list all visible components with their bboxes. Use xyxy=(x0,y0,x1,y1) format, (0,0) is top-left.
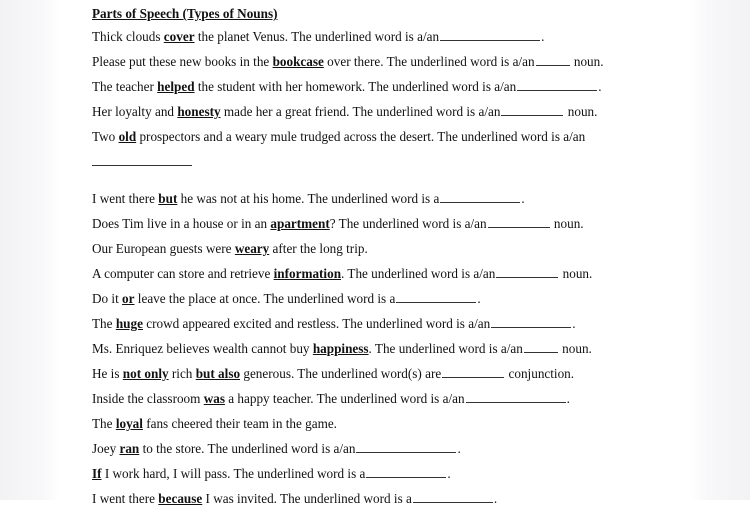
question-4: Her loyalty and honesty made her a great friend. The underlined word is a/an noun. xyxy=(92,104,598,119)
answer-blank[interactable] xyxy=(488,227,550,228)
answer-blank[interactable] xyxy=(413,502,493,503)
target-word: If xyxy=(92,466,102,481)
question-9: A computer can store and retrieve information. The underlined word is a/an noun. xyxy=(92,266,593,281)
target-word: apartment xyxy=(270,216,330,231)
target-word: was xyxy=(203,391,225,406)
worksheet-title: Parts of Speech (Types of Nouns) xyxy=(92,6,278,21)
question-12: Ms. Enriquez believes wealth cannot buy happiness. The underlined word is a/an noun. xyxy=(92,341,592,356)
answer-blank[interactable] xyxy=(442,377,504,378)
answer-blank[interactable] xyxy=(524,352,558,353)
target-word: helped xyxy=(157,79,195,94)
question-14: Inside the classroom was a happy teacher. The underlined word is a/an . xyxy=(92,391,570,406)
answer-blank[interactable] xyxy=(366,477,446,478)
answer-blank[interactable] xyxy=(396,302,476,303)
question-17: If I work hard, I will pass. The underlined word is a . xyxy=(92,466,451,481)
left-margin-shade xyxy=(0,0,60,500)
question-2: Please put these new books in the bookcase over there. The underlined word is a/an noun. xyxy=(92,54,604,69)
target-word: or xyxy=(122,291,135,306)
target-word: bookcase xyxy=(272,54,324,69)
target-word-2: but also xyxy=(195,366,241,381)
target-word: loyal xyxy=(115,416,143,431)
spacer xyxy=(92,173,692,186)
answer-blank[interactable] xyxy=(440,40,540,41)
target-word: because xyxy=(158,491,203,506)
right-margin-shade xyxy=(690,0,750,500)
answer-blank[interactable] xyxy=(501,115,563,116)
target-word: not only xyxy=(122,366,169,381)
answer-blank[interactable] xyxy=(536,65,570,66)
answer-blank[interactable] xyxy=(517,90,597,91)
question-8: Our European guests were weary after the long trip. xyxy=(92,241,368,256)
target-word: happiness xyxy=(312,341,369,356)
answer-blank[interactable] xyxy=(440,202,520,203)
question-13: He is not only rich but also generous. The underlined word(s) are conjunction. xyxy=(92,366,575,381)
answer-blank[interactable] xyxy=(496,277,558,278)
answer-blank[interactable] xyxy=(92,165,192,166)
target-word: old xyxy=(118,129,137,144)
question-10: Do it or leave the place at once. The underlined word is a . xyxy=(92,291,481,306)
question-5: Two old prospectors and a weary mule trudged across the desert. The underlined word is a/an xyxy=(92,129,586,144)
target-word: weary xyxy=(234,241,270,256)
worksheet xyxy=(92,4,692,511)
answer-blank[interactable] xyxy=(356,452,456,453)
target-word: cover xyxy=(163,29,195,44)
question-5-blank-line xyxy=(92,149,692,173)
answer-blank[interactable] xyxy=(466,402,566,403)
question-15: The loyal fans cheered their team in the game. xyxy=(92,416,337,431)
target-word: but xyxy=(158,191,178,206)
question-3: The teacher helped the student with her homework. The underlined word is a/an . xyxy=(92,79,602,94)
question-16: Joey ran to the store. The underlined word is a/an . xyxy=(92,441,461,456)
target-word: information xyxy=(273,266,342,281)
question-7: Does Tim live in a house or in an apartment? The underlined word is a/an noun. xyxy=(92,216,584,231)
target-word: huge xyxy=(115,316,143,331)
answer-blank[interactable] xyxy=(491,327,571,328)
question-11: The huge crowd appeared excited and restless. The underlined word is a/an . xyxy=(92,316,576,331)
target-word: ran xyxy=(119,441,140,456)
question-1: Thick clouds cover the planet Venus. The underlined word is a/an . xyxy=(92,29,545,44)
target-word: honesty xyxy=(177,104,221,119)
question-18: I went there because I was invited. The underlined word is a . xyxy=(92,491,498,506)
question-6: I went there but he was not at his home. The underlined word is a . xyxy=(92,191,525,206)
